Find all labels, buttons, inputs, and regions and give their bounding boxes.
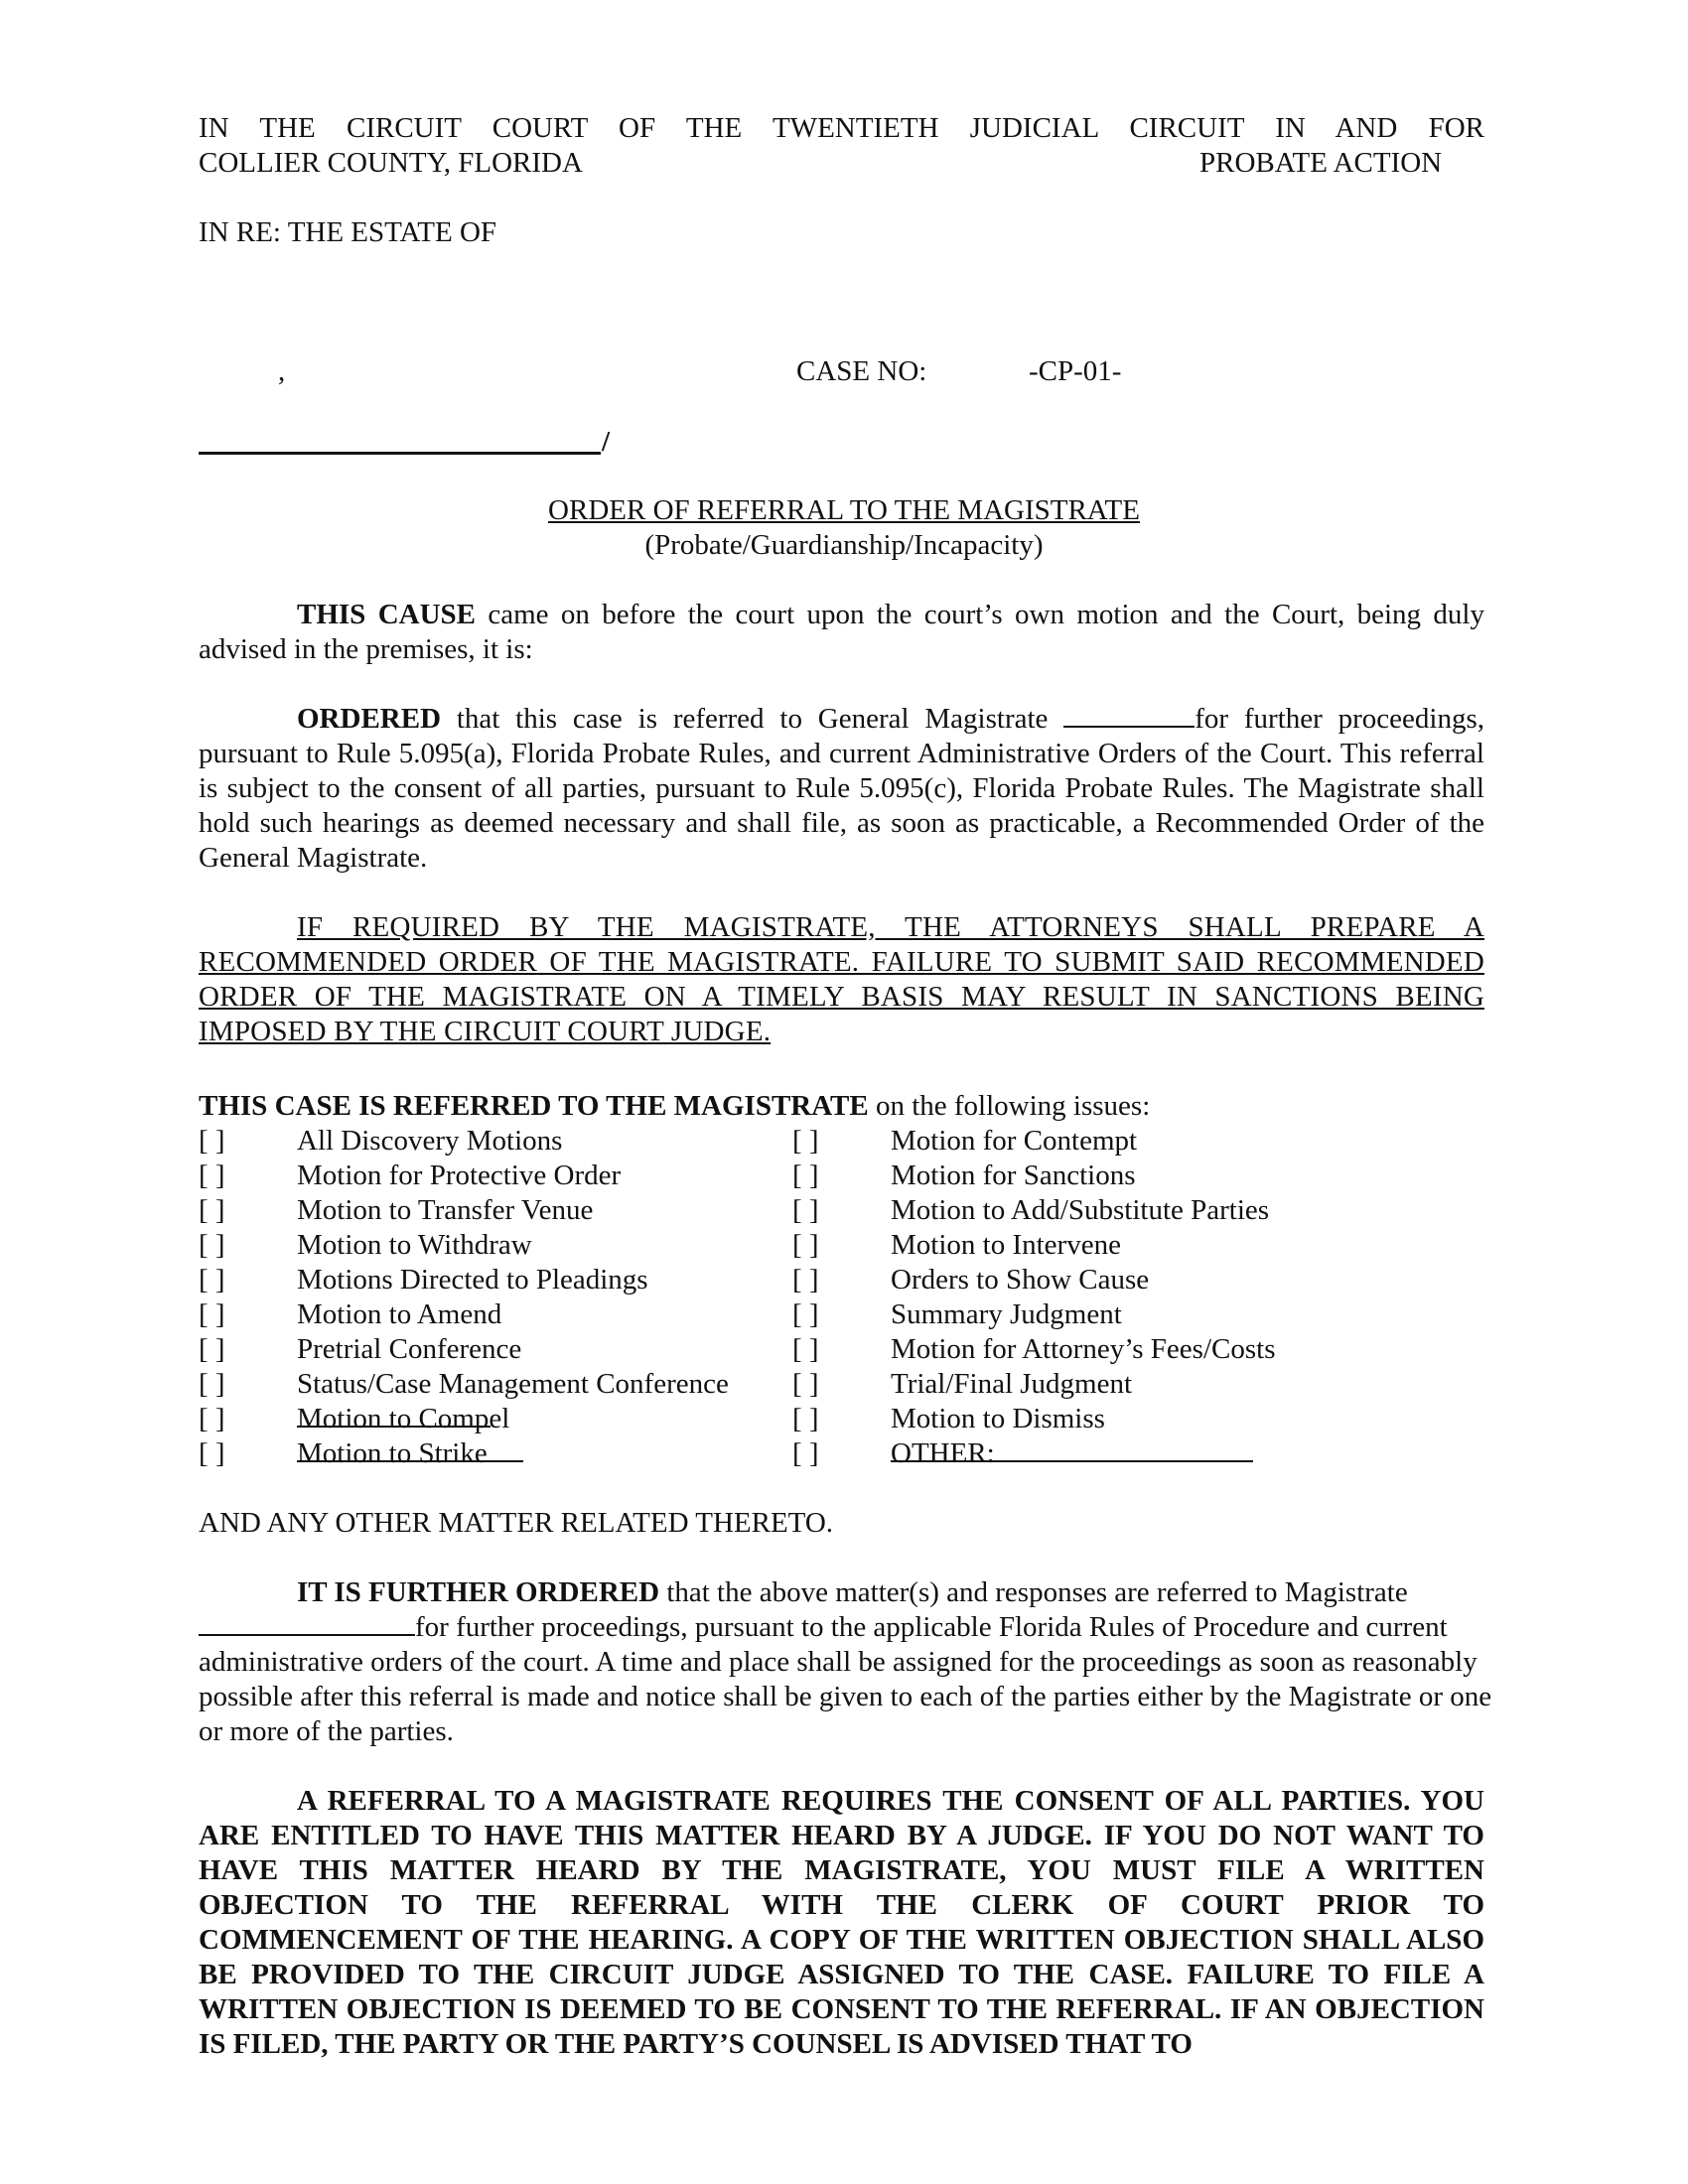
checkbox[interactable]: [ ] <box>199 1333 225 1365</box>
checkbox[interactable]: [ ] <box>792 1125 819 1157</box>
list-item <box>199 1193 1489 1228</box>
checkbox[interactable]: [ ] <box>199 1368 225 1400</box>
ordered-text-b: for further proceedings, pursuant to Rule 5.095(a), Florida Probate Rules, and current Administrative Orders of the Court. This referral is subject to the consent of all parties, pursuant to Rule 5.095(c), Florida Probate Rules. The Magistrate shall hold such hearings as deemed necessary and shall file, as soon as practicable, a Recommended Order of the General Magistrate. <box>199 703 1484 874</box>
checkbox[interactable]: [ ] <box>199 1298 225 1330</box>
issue-label: Pretrial Conference <box>297 1333 522 1365</box>
checkbox[interactable]: [ ] <box>792 1194 819 1226</box>
issues-intro-lead: THIS CASE IS REFERRED TO THE MAGISTRATE <box>199 1090 869 1122</box>
this-cause-text: came on before the court upon the court’s own motion and the Court, being duly advised in the premises, it is: <box>199 599 1484 665</box>
any-other-matter: AND ANY OTHER MATTER RELATED THERETO. <box>199 1507 834 1539</box>
checkbox[interactable]: [ ] <box>792 1333 819 1365</box>
checkbox[interactable]: [ ] <box>792 1298 819 1330</box>
issue-label: Motion to Amend <box>297 1298 502 1330</box>
motion-to-compel-blank[interactable] <box>297 1402 491 1428</box>
list-item <box>199 1228 1489 1263</box>
list-item <box>199 1436 1489 1471</box>
issue-label: Status/Case Management Conference <box>297 1368 729 1400</box>
issue-label: Motion to Dismiss <box>891 1403 1105 1434</box>
further-ordered-line1 <box>199 1575 1499 1610</box>
further-ordered-text-b: for further proceedings, pursuant to the applicable Florida Rules of Procedure and current administrative orders of the court. A time and place shall be assigned for the proceedings as soon as reasonably possible after this referral is made and notice shall be given to each of the parties either by the Magistrate or one or more of the parties. <box>199 1611 1492 1747</box>
issue-label: Motion for Attorney’s Fees/Costs <box>891 1333 1276 1365</box>
issue-label-text: Motion to Strike <box>297 1437 488 1469</box>
issues-checklist <box>199 1124 1489 1471</box>
other-issue-blank[interactable] <box>891 1436 1253 1462</box>
issue-label: Motion to Intervene <box>891 1229 1121 1261</box>
case-no-label: CASE NO: <box>796 355 927 387</box>
issues-intro-text: on the following issues: <box>868 1090 1151 1122</box>
issue-label: Orders to Show Cause <box>891 1264 1150 1296</box>
checkbox[interactable]: [ ] <box>199 1125 225 1157</box>
issue-label: Motion to Transfer Venue <box>297 1194 594 1226</box>
county-name: COLLIER COUNTY, FLORIDA <box>199 147 583 179</box>
recommended-order-warning: IF REQUIRED BY THE MAGISTRATE, THE ATTORNEYS SHALL PREPARE A RECOMMENDED ORDER OF THE MAGISTRATE. FAILURE TO SUBMIT SAID RECOMMENDED ORDER OF THE MAGISTRATE ON A TIMELY BASIS MAY RESULT IN SANCTIONS BEING IMPOSED BY THE CIRCUIT COURT JUDGE. <box>199 911 1484 1047</box>
caption-slash: / <box>602 426 611 458</box>
checkbox[interactable]: [ ] <box>199 1403 225 1434</box>
further-ordered-lead: IT IS FURTHER ORDERED <box>297 1576 660 1608</box>
list-item <box>199 1263 1489 1297</box>
motion-to-strike-blank[interactable] <box>297 1436 523 1462</box>
issues-intro <box>199 1089 1150 1124</box>
issue-label: Motion to Withdraw <box>297 1229 532 1261</box>
caption-comma: , <box>278 355 286 387</box>
checkbox[interactable]: [ ] <box>792 1229 819 1261</box>
checkbox[interactable]: [ ] <box>199 1437 225 1469</box>
this-cause-paragraph <box>199 598 1484 667</box>
checkbox[interactable]: [ ] <box>792 1368 819 1400</box>
checkbox[interactable]: [ ] <box>199 1194 225 1226</box>
document-subtitle: (Probate/Guardianship/Incapacity) <box>644 529 1044 561</box>
ordered-paragraph <box>199 702 1484 876</box>
list-item <box>199 1297 1489 1332</box>
this-cause-lead: THIS CAUSE <box>297 599 476 630</box>
further-ordered-paragraph <box>199 1575 1499 1749</box>
checkbox[interactable]: [ ] <box>199 1264 225 1296</box>
general-magistrate-blank[interactable] <box>1063 702 1195 728</box>
issue-label: Summary Judgment <box>891 1298 1122 1330</box>
issue-label: All Discovery Motions <box>297 1125 563 1157</box>
issue-label: Trial/Final Judgment <box>891 1368 1133 1400</box>
list-item <box>199 1332 1489 1367</box>
issue-label: Motion for Protective Order <box>297 1160 622 1191</box>
checkbox[interactable]: [ ] <box>792 1403 819 1434</box>
case-no-value: -CP-01- <box>1029 355 1122 387</box>
court-header-line1: IN THE CIRCUIT COURT OF THE TWENTIETH JUDICIAL CIRCUIT IN AND FOR <box>199 112 1484 144</box>
issue-label: Motion to Add/Substitute Parties <box>891 1194 1270 1226</box>
checkbox[interactable]: [ ] <box>792 1264 819 1296</box>
further-ordered-body <box>199 1610 1499 1749</box>
checkbox[interactable]: [ ] <box>792 1437 819 1469</box>
issue-label-text: OTHER: <box>891 1437 995 1469</box>
list-item <box>199 1159 1489 1193</box>
checkbox[interactable]: [ ] <box>792 1160 819 1191</box>
magistrate-name-blank[interactable] <box>199 1610 415 1636</box>
checkbox[interactable]: [ ] <box>199 1229 225 1261</box>
caption-signature-line <box>199 452 601 455</box>
document-title: ORDER OF REFERRAL TO THE MAGISTRATE <box>548 494 1140 526</box>
in-re-caption: IN RE: THE ESTATE OF <box>199 216 497 248</box>
list-item <box>199 1367 1489 1402</box>
ordered-lead: ORDERED <box>297 703 442 735</box>
list-item <box>199 1124 1489 1159</box>
checkbox[interactable]: [ ] <box>199 1160 225 1191</box>
list-item <box>199 1402 1489 1436</box>
ordered-text-a: that this case is referred to General Magistrate <box>441 703 1064 735</box>
issue-label: Motion for Sanctions <box>891 1160 1136 1191</box>
issue-label: Motion for Contempt <box>891 1125 1138 1157</box>
consent-notice: A REFERRAL TO A MAGISTRATE REQUIRES THE CONSENT OF ALL PARTIES. YOU ARE ENTITLED TO HAVE THIS MATTER HEARD BY A JUDGE. IF YOU DO NOT WANT TO HAVE THIS MATTER HEARD BY THE MAGISTRATE, YOU MUST FILE A WRITTEN OBJECTION TO THE REFERRAL WITH THE CLERK OF COURT PRIOR TO COMMENCEMENT OF THE HEARING. A COPY OF THE WRITTEN OBJECTION SHALL ALSO BE PROVIDED TO THE CIRCUIT JUDGE ASSIGNED TO THE CASE. FAILURE TO FILE A WRITTEN OBJECTION IS DEEMED TO BE CONSENT TO THE REFERRAL. IF AN OBJECTION IS FILED, THE PARTY OR THE PARTY’S COUNSEL IS ADVISED THAT TO <box>199 1785 1484 2060</box>
further-ordered-text-a: that the above matter(s) and responses are referred to Magistrate <box>659 1576 1408 1608</box>
issue-label: Motions Directed to Pleadings <box>297 1264 648 1296</box>
action-type: PROBATE ACTION <box>1199 147 1443 179</box>
issue-label-text: Motion to Compel <box>297 1403 510 1434</box>
